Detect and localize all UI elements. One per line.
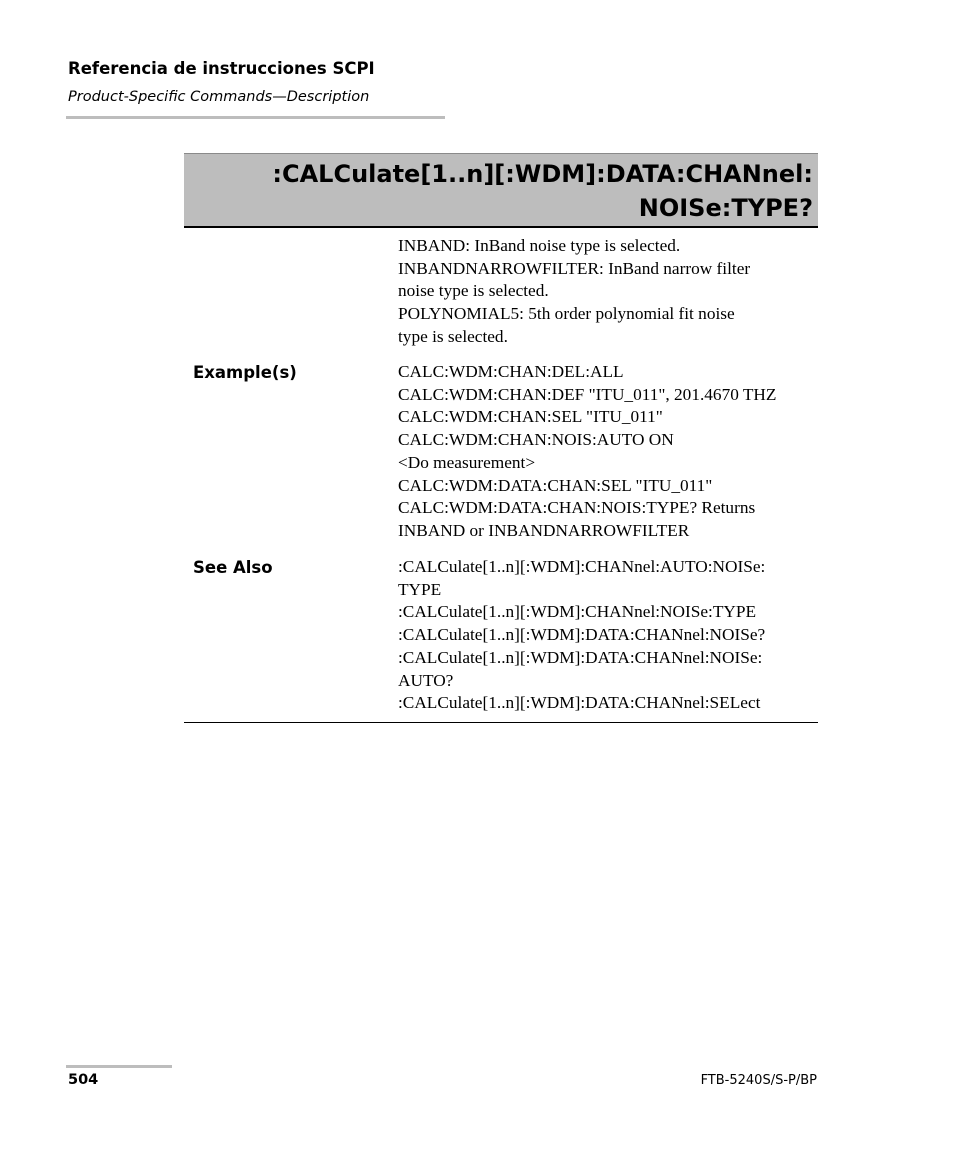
see-also-line: :CALCulate[1..n][:WDM]:DATA:CHANnel:SELect <box>398 693 761 713</box>
see-also-text <box>398 556 816 715</box>
example-line: CALC:WDM:CHAN:DEF "ITU_011", 201.4670 THZ <box>398 384 777 404</box>
see-also-line: TYPE <box>398 579 442 599</box>
running-header-subtitle: Product-Specific Commands—Description <box>68 89 370 105</box>
product-code: FTB-5240S/S-P/BP <box>700 1073 817 1088</box>
example-line: CALC:WDM:DATA:CHAN:NOIS:TYPE? Returns <box>398 498 756 518</box>
see-also-line: :CALCulate[1..n][:WDM]:DATA:CHANnel:NOISe? <box>398 625 766 645</box>
examples-text <box>398 361 816 543</box>
description-line: type is selected. <box>398 326 508 346</box>
example-line: INBAND or INBANDNARROWFILTER <box>398 520 690 540</box>
see-also-label: See Also <box>193 558 273 577</box>
description-line: POLYNOMIAL5: 5th order polynomial fit noise <box>398 304 735 324</box>
header-divider <box>66 116 445 119</box>
example-line: CALC:WDM:CHAN:NOIS:AUTO ON <box>398 430 674 450</box>
description-line: INBAND: InBand noise type is selected. <box>398 236 681 255</box>
see-also-line: :CALCulate[1..n][:WDM]:DATA:CHANnel:NOISe: <box>398 647 763 667</box>
example-line: CALC:WDM:CHAN:DEL:ALL <box>398 362 624 381</box>
running-header-title: Referencia de instrucciones SCPI <box>68 59 375 78</box>
command-title <box>193 157 813 225</box>
example-line: CALC:WDM:DATA:CHAN:SEL "ITU_011" <box>398 475 713 495</box>
description-text <box>398 235 816 349</box>
see-also-line: :CALCulate[1..n][:WDM]:CHANnel:NOISe:TYPE <box>398 602 757 622</box>
see-also-line: AUTO? <box>398 670 454 690</box>
table-bottom-rule <box>184 722 818 723</box>
example-line: <Do measurement> <box>398 452 536 472</box>
description-line: noise type is selected. <box>398 281 549 301</box>
page-number: 504 <box>68 1072 99 1088</box>
examples-label: Example(s) <box>193 363 297 382</box>
footer-divider <box>66 1065 172 1068</box>
see-also-line: :CALCulate[1..n][:WDM]:CHANnel:AUTO:NOISe: <box>398 557 766 576</box>
example-line: CALC:WDM:CHAN:SEL "ITU_011" <box>398 407 663 427</box>
command-title-line-2: NOISe:TYPE? <box>638 194 813 222</box>
command-title-box <box>184 153 818 228</box>
command-title-line-1: :CALCulate[1..n][:WDM]:DATA:CHANnel: <box>272 160 813 188</box>
description-line: INBANDNARROWFILTER: InBand narrow filter <box>398 258 751 278</box>
